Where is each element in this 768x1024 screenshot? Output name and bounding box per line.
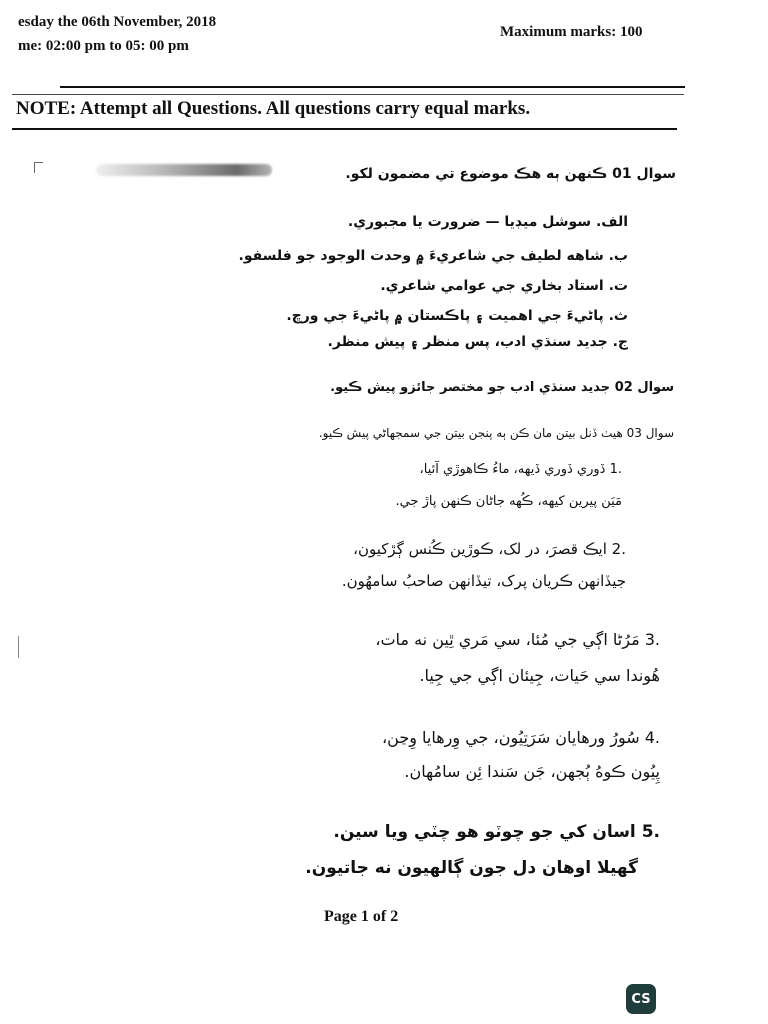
q1-option: الف. سوشل ميڊيا — ضرورت يا مجبوري.: [347, 214, 628, 230]
margin-tick: [18, 636, 19, 658]
verse-line: هُوندا سي حَيات، جِيئان اڳي جي جِيا.: [419, 666, 660, 685]
camscanner-logo-icon: CS: [626, 984, 656, 1014]
q1-option: ت. استاد بخاري جي عوامي شاعري.: [380, 278, 628, 294]
verse-line: .5 اسان کي جو چوٽو هو چٽي ويا سين.: [333, 822, 660, 842]
verse-line: .3 مَرُڻا اڳي جي مُئا، سي مَري ٿِين نه مات،: [375, 630, 660, 649]
verse-line: .1 ڏوري ڏوري ڏيهه، ماءُ ڪاهوڙي آئيا،: [419, 462, 622, 477]
verse-line: مَيَن پيرين کيهه، ڪُهه جاڻان ڪنهن پاڙ جي.: [395, 494, 622, 509]
q3-title: سوال 03 هيٺ ڏنل بيتن مان ڪن ٻه پنجن بيتن جي سمجهاڻي پيش ڪيو.: [318, 426, 674, 440]
page-number: Page 1 of 2: [324, 908, 399, 925]
q1-title: سوال 01 ڪنهن ٻه هڪ موضوع تي مضمون لکو.: [345, 166, 676, 182]
q1-option: ج. جديد سنڌي ادب، پس منظر ۽ پيش منظر.: [327, 334, 628, 350]
note-rule-top: [12, 94, 684, 95]
verse-line: پِيُون ڪوهُ ٻُجهن، جَن سَندا ئِن سامُهان.: [404, 762, 660, 781]
margin-mark: [34, 162, 43, 173]
verse-line: .2 ايڪ قصرَ، در لک، ڪوڙين ڪُنس ڳڙکيون،: [353, 540, 626, 558]
verse-line: گهيلا اوهان دل جون ڳالهيون نه جاتيون.: [305, 858, 638, 878]
header-rule: [60, 86, 685, 88]
max-marks: Maximum marks: 100: [500, 24, 643, 40]
q1-option: ب. شاهه لطيف جي شاعريءَ ۾ وحدت الوجود جو فلسفو.: [238, 248, 628, 264]
verse-line: جيڏانهن ڪريان پرک، تيڏانهن صاحبُ سامهُون.: [341, 572, 626, 590]
exam-date-line: esday the 06th November, 2018: [18, 14, 217, 30]
exam-time-line: me: 02:00 pm to 05: 00 pm: [18, 38, 189, 54]
redacted-area: [96, 164, 272, 176]
q2-title: سوال 02 جديد سنڌي ادب جو مختصر جائزو پيش ڪيو.: [330, 380, 674, 395]
q1-option: ث. پاڻيءَ جي اهميت ۽ پاڪستان ۾ پاڻيءَ جي ورڇ.: [286, 308, 628, 324]
verse-line: .4 سُورُ ورهايان سَرَتِيُون، جي وِرهايا وِڃن،: [381, 728, 660, 747]
note-instructions: NOTE: Attempt all Questions. All questions carry equal marks.: [16, 98, 531, 119]
note-rule-bottom: [12, 128, 677, 130]
